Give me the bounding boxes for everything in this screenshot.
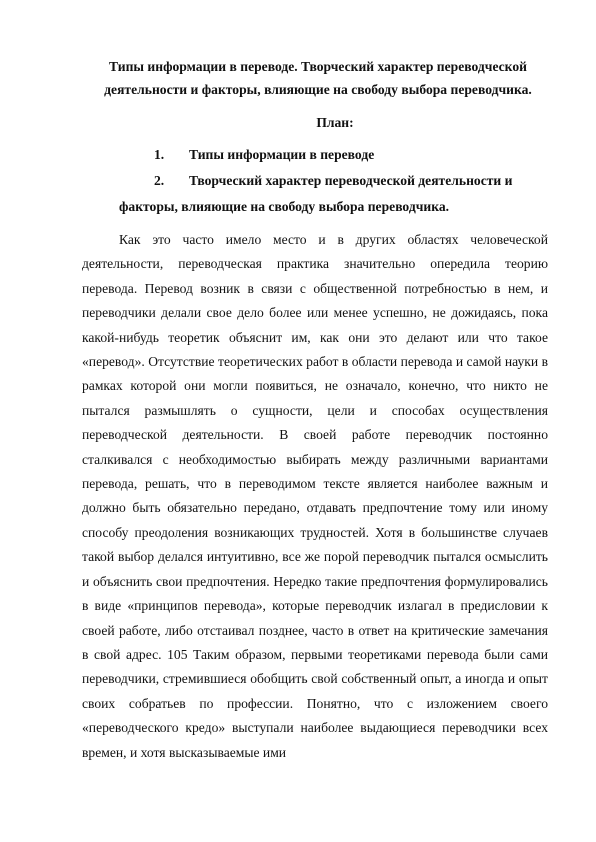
body-paragraph: Как это часто имело место и в других областях человеческой деятельности, переводческая практика значительно опередила теорию перевода. Перевод возник в связи с общественной потребностью в нем, и переводчики делали свое дело более или менее успешно, не дожидаясь, пока какой-нибудь теоретик объяснит им, как они это делают или что такое «перевод». Отсутствие теоретических работ в области перевода и самой науки в рамках которой они могли появиться, не означало, конечно, что никто не пытался размышлять о сущности, цели и способах осуществления переводческой деятельности. В своей работе переводчик постоянно сталкивался с необходимостью выбирать между различными вариантами перевода, решать, что в переводимом тексте является наиболее важным и должно быть обязательно передано, отдавать предпочтение тому или иному способу преодоления возникающих трудностей. Хотя в большинстве случаев такой выбор делался интуитивно, все же порой переводчик пытался осмыслить и объяснить свои предпочтения. Нередко такие предпочтения формулировались в виде «принципов перевода», которые переводчик излагал в предисловии к своей работе, либо отстаивал позднее, часто в ответ на критические замечания в свой адрес. 105 Таким образом, первыми теоретиками перевода были сами переводчики, стремившиеся обобщить свой собственный опыт, а иногда и опыт своих собратьев по профессии. Понятно, что с изложением своего «переводческого кредо» выступали наиболее выдающиеся переводчики всех времен, и хотя высказываемые ими: [82, 232, 548, 760]
plan-item-1: [82, 142, 548, 168]
plan-item-text: Типы информации в переводе: [189, 147, 375, 162]
plan-list: [82, 142, 548, 220]
plan-item-number: 2.: [154, 173, 165, 188]
plan-item-text-continuation: факторы, влияющие на свободу выбора переводчика.: [119, 199, 450, 214]
plan-item-number: 1.: [154, 147, 165, 162]
plan-item-2: [82, 168, 548, 220]
plan-heading: План:: [316, 115, 354, 130]
document-title: Типы информации в переводе. Творческий характер переводческой деятельности и факторы, влияющие на свободу выбора переводчика.: [104, 59, 532, 97]
plan-item-text: Творческий характер переводческой деятельности и: [189, 173, 513, 188]
